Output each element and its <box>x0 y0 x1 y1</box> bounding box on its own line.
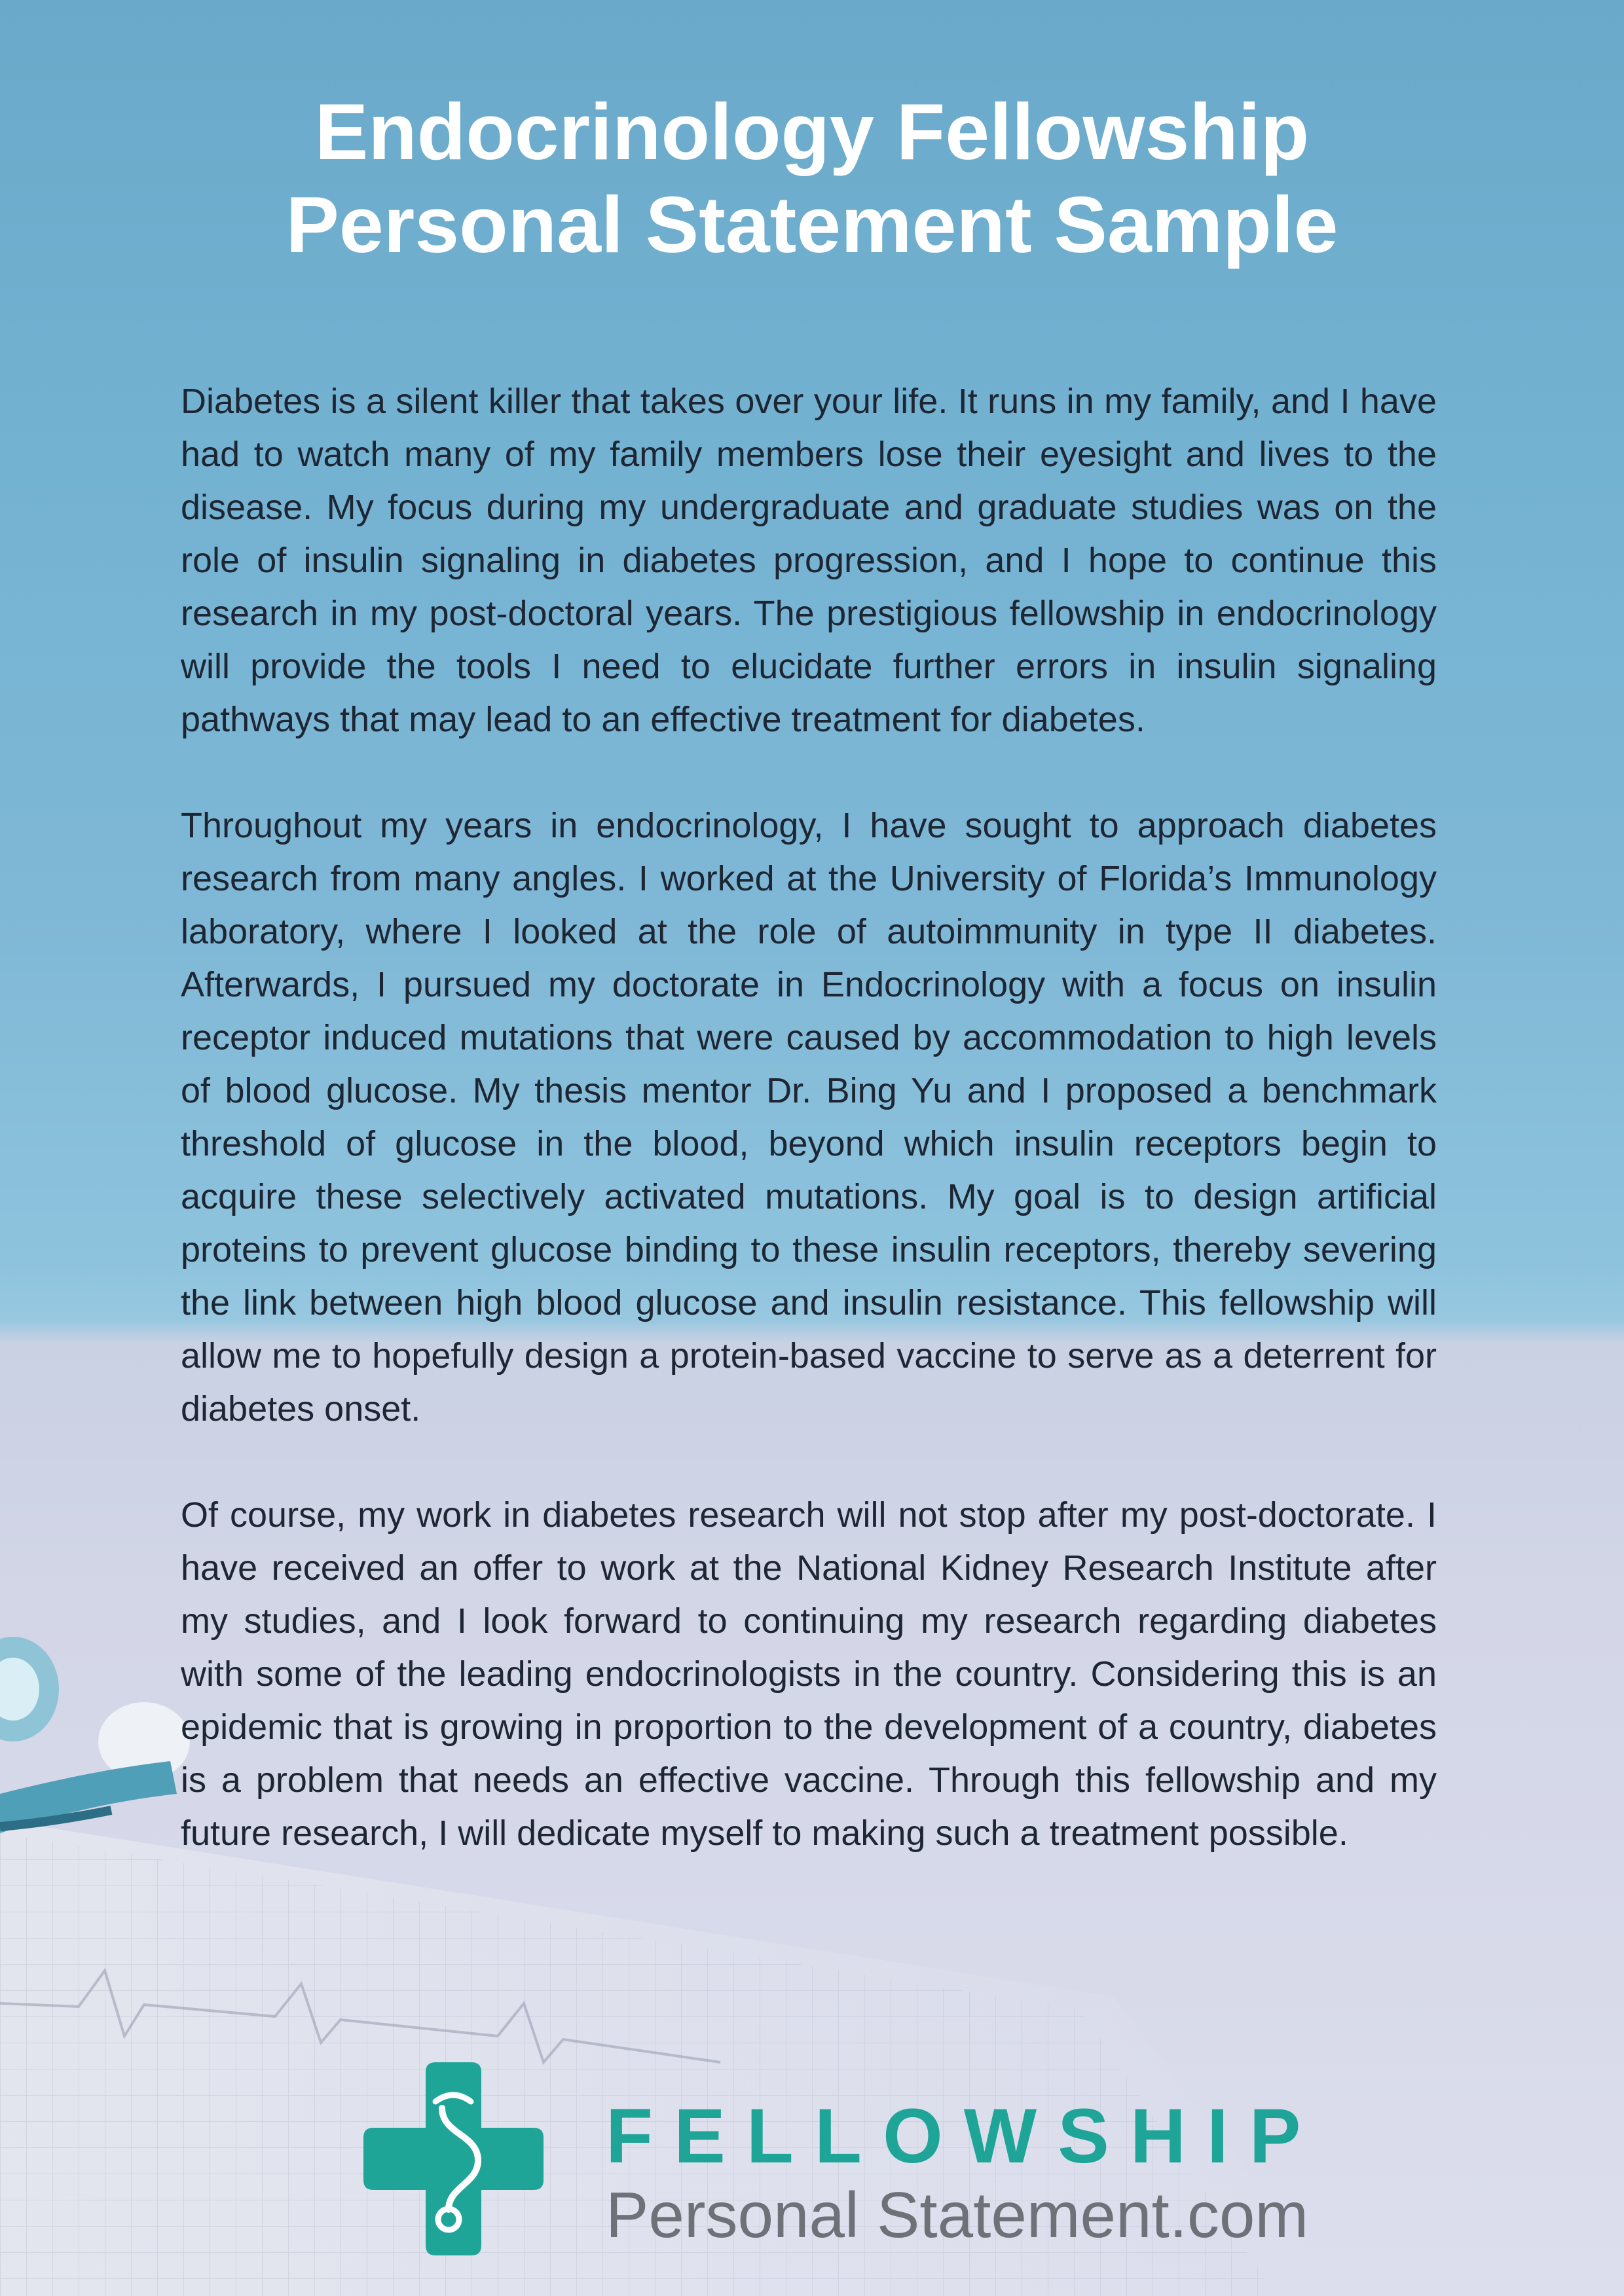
paragraph: Diabetes is a silent killer that takes over your life. It runs in my family, and I have had to watch many of my family members lose their eyesight and lives to the disease. My focus during my undergraduate and graduate studies was on the role of insulin signaling in diabetes progression, and I hope to continue this research in my post-doctoral years. The prestigious fellowship in endocrinology will provide the tools I need to elucidate further errors in insulin signaling pathways that may lead to an effective treatment for diabetes. <box>181 382 1437 739</box>
medical-cross-stethoscope-icon <box>363 2062 544 2255</box>
title-line-2: Personal Statement Sample <box>286 180 1338 269</box>
paragraph: Of course, my work in diabetes research will not stop after my post-doctorate. I have received an offer to work at the National Kidney Research Institute after my studies, and I look forward to continuing my research regarding diabetes with some of the leading endocrinologists in the country. Considering this is an epidemic that is growing in proportion to the development of a country, diabetes is a problem that needs an effective vaccine. Through this fellowship and my future research, I will dedicate myself to making such a treatment possible. <box>181 1495 1437 1853</box>
stethoscope-image <box>0 1637 190 1833</box>
title-line-1: Endocrinology Fellowship <box>314 87 1310 176</box>
statement-body <box>181 375 1437 1913</box>
logo-wordmark: FELLOWSHIP <box>606 2093 1322 2179</box>
logo-subtitle: Personal Statement.com <box>606 2179 1309 2251</box>
page-title <box>0 85 1624 271</box>
brand-logo <box>363 2062 1322 2259</box>
paragraph: Throughout my years in endocrinology, I have sought to approach diabetes research from many angles. I worked at the University of Florida’s Immunology laboratory, where I looked at the role of autoimmunity in type II diabetes. Afterwards, I pursued my doctorate in Endocrinology with a focus on insulin receptor induced mutations that were caused by accommodation to high levels of blood glucose. My thesis mentor Dr. Bing Yu and I proposed a benchmark threshold of glucose in the blood, beyond which insulin receptors begin to acquire these selectively activated mutations. My goal is to design artificial proteins to prevent glucose binding to these insulin receptors, thereby severing the link between high blood glucose and insulin resistance. This fellowship will allow me to hopefully design a protein-based vaccine to serve as a deterrent for diabetes onset. <box>181 806 1437 1429</box>
